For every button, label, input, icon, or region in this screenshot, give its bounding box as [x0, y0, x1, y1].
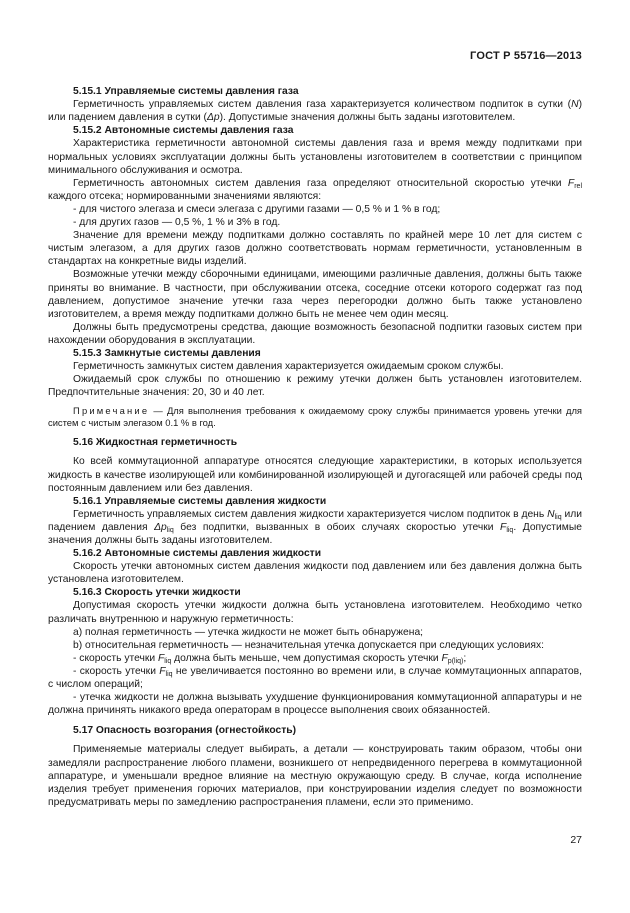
list-item: - для чистого элегаза и смеси элегаза с другими газами — 0,5 % и 1 % в год; — [73, 203, 441, 215]
standard-header: ГОСТ Р 55716—2013 — [470, 50, 582, 62]
paragraph: Применяемые материалы следует выбирать, а детали — конструировать таким образом, чтобы они замедляли распространение любого пламени, возникшего от непредвиденного перегрева в коммутационной аппаратуре, и уменьшали вредное влияние на местную окружающую среду. В случае, когда исполнение изделия требует применения горючих материалов, при конструировании изделия следует по возможности предусматривать меры по замедлению распространения пламени, если это применимо. — [48, 744, 582, 808]
list-item: - скорость утечки $F_{liq}$ должна быть меньше, чем допустимая скорость утечки $F_{p(liq)}$; — [73, 652, 467, 665]
section-5-16-2-title: 5.16.2 Автономные системы давления жидкости — [73, 548, 322, 560]
paragraph: Герметичность управляемых систем давления газа характеризуется количеством подпиток в сутки (N) или падением давления в сутки (Δp). Допустимые значения должны быть заданы изготовителем. — [48, 99, 582, 124]
paragraph: Значение для времени между подпитками должно составлять по крайней мере 10 лет для систем с чистым элегазом, а для других газов должно соответствовать нормам герметичности, установленным в стандартах на конкретные виды изделий. — [48, 230, 582, 268]
paragraph: Должны быть предусмотрены средства, дающие возможность безопасной подпитки газовых систем при нахождении оборудования в эксплуатации. — [48, 321, 582, 346]
paragraph: Герметичность автономных систем давления газа определяют относительной скоростью утечки $F_{rel}$ каждого отсека; нормированными значениями являются: — [48, 177, 582, 202]
paragraph: Характеристика герметичности автономной системы давления газа и время между подпитками при нормальных условиях эксплуатации должны быть установлены изготовителем в соответствии с принципом минимального обслуживания и осмотра. — [48, 138, 582, 176]
page-number: 27 — [570, 834, 582, 846]
section-5-15-3-title: 5.15.3 Замкнутые системы давления — [73, 347, 261, 359]
paragraph: Скорость утечки автономных систем давления жидкости под давлением или без давления должна быть установлена изготовителем. — [48, 561, 582, 586]
paragraph: Герметичность замкнутых систем давления характеризуется ожидаемым сроком службы. — [73, 361, 504, 373]
section-5-16-1-title: 5.16.1 Управляемые системы давления жидкости — [73, 495, 327, 507]
note: Примечание — Для выполнения требования к ожидаемому сроку службы принимается уровень утечки для систем с чистым элегазом 0.1 % в год. — [48, 405, 582, 429]
paragraph: Герметичность управляемых систем давления жидкости характеризуется числом подпиток в день $N_{liq}$ или падением давления $\Delta p_{liq}$ без подпитки, вызванных в обоих случаях скоростью утечки $F_{liq}$. Допустимые значения должны быть заданы изготовителем. — [48, 508, 583, 546]
section-5-15-1-title: 5.15.1 Управляемые системы давления газа — [73, 86, 299, 98]
paragraph: Ко всей коммутационной аппаратуре относятся следующие характеристики, в которых используется жидкость в качестве изолирующей или комбинированной изолирующей и дугогасящей или рабочей среды под постоянным давлением или без давления. — [48, 456, 582, 494]
list-item: b) относительная герметичность — незначительная утечка допускается при следующих условиях: — [73, 639, 544, 651]
section-5-15-2-title: 5.15.2 Автономные системы давления газа — [73, 125, 294, 137]
paragraph: Ожидаемый срок службы по отношению к режиму утечки должен быть установлен изготовителем. Предпочтительные значения: 20, 30 и 40 лет. — [48, 374, 582, 399]
section-5-17-title: 5.17 Опасность возгорания (огнестойкость) — [73, 725, 297, 737]
list-item: а) полная герметичность — утечка жидкости не может быть обнаружена; — [73, 626, 424, 638]
list-item: - утечка жидкости не должна вызывать ухудшение функционирования коммутационной аппаратуры и не должна причинять никакого вреда операторам в процессе выполнения своих обязанностей. — [48, 692, 582, 717]
section-5-16-title: 5.16 Жидкостная герметичность — [73, 437, 238, 449]
list-item: - для других газов — 0,5 %, 1 % и 3% в год. — [73, 217, 281, 229]
paragraph: Допустимая скорость утечки жидкости должна быть установлена изготовителем. Необходимо четко различать внутреннюю и наружную герметичность: — [48, 600, 582, 625]
paragraph: Возможные утечки между сборочными единицами, имеющими различные давления, должны быть также приняты во внимание. В частности, при обслуживании отсека, соседние отсеки которого содержат газ под давлением, допустимое значение утечки газа через перегородки должно быть также установлено изготовителем, а время между подпитками должно быть не менее чем один месяц. — [48, 269, 582, 320]
list-item: - скорость утечки $F_{liq}$ не увеличивается постоянно во времени или, в случае коммутационных аппаратов, с числом операций; — [48, 665, 582, 691]
section-5-16-3-title: 5.16.3 Скорость утечки жидкости — [73, 587, 241, 599]
